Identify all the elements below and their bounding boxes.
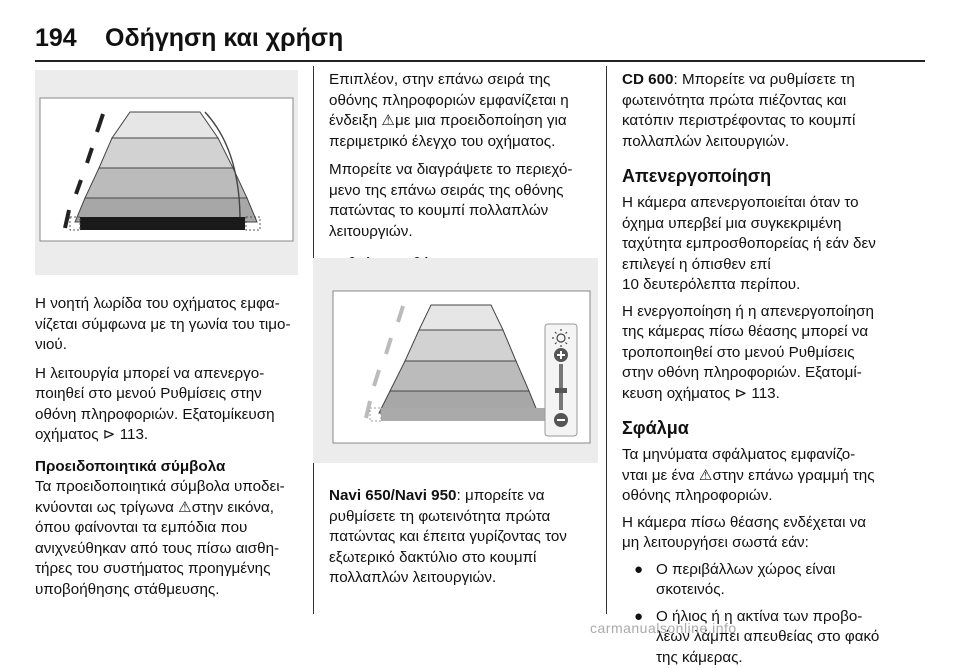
- page-title: Οδήγηση και χρήση: [105, 24, 343, 53]
- brightness-adjust-figure: [313, 258, 598, 463]
- error-heading: Σφάλμα: [622, 417, 932, 439]
- rear-camera-guidelines-figure: [35, 70, 298, 275]
- col3-paragraph-1: CD 600: Μπορείτε να ρυθμίσετε τη φωτεινότητα πρώτα πιέζοντας και κατόπιν περιστρέφοντας το κουμπί πολλαπλών λειτουργιών.: [622, 70, 932, 152]
- col2-paragraph-1: Επιπλέον, στην επάνω σειρά της οθόνης πληροφοριών εμφανίζεται η ένδειξη ⚠με μια προειδοποίηση για περιμετρικό έλεγχο του οχήματος.: [329, 70, 599, 152]
- column-1: [35, 294, 305, 600]
- column-3: [622, 70, 932, 668]
- col1-paragraph-2: Η λειτουργία μπορεί να απενεργο- ποιηθεί στο μενού Ρυθμίσεις στην οθόνη πληροφοριών. Εξατομίκευση οχήματος ⊳ 113.: [35, 364, 305, 446]
- col3-paragraph-2: Η κάμερα απενεργοποιείται όταν το όχημα υπερβεί μια συγκεκριμένη ταχύτητα εμπροσθοπορείας ή εάν δεν επιλεγεί η όπισθεν επί 10 δευτερόλεπτα περίπου.: [622, 193, 932, 296]
- col2-paragraph-2: Μπορείτε να διαγράψετε το περιεχό- μενο της επάνω σειράς της οθόνης πατώντας το κουμπί πολλαπλών λειτουργιών.: [329, 160, 599, 242]
- list-item: ● Ο περιβάλλων χώρος είναι σκοτεινός.: [622, 560, 932, 601]
- bullet-icon: ●: [634, 607, 643, 628]
- column-2-bottom: [329, 486, 599, 589]
- col1-paragraph-1: Η νοητή λωρίδα του οχήματος εμφα- νίζεται σύμφωνα με τη γωνία του τιμο- νιού.: [35, 294, 305, 356]
- col2-paragraph-3: Navi 650/Navi 950: μπορείτε να ρυθμίσετε τη φωτεινότητα πρώτα πατώντας και έπειτα γυρίζοντας τον εξωτερικό δακτύλιο στο κουμπί πολλαπλών λειτουργιών.: [329, 486, 599, 589]
- navi-model-label: Navi 650/Navi 950: [329, 487, 457, 504]
- col1-paragraph-3: Τα προειδοποιητικά σύμβολα υποδει- κνύονται ως τρίγωνα ⚠στην εικόνα, όπου φαίνονται τα εμπόδια που ανιχνεύθηκαν από τους πίσω αισθη- τήρες του συστήματος προηγμένης υποβοήθησης στάθμευσης.: [35, 477, 305, 600]
- list-item: ● Ο ήλιος ή η ακτίνα των προβο- λέων λάμπει απευθείας στο φακό της κάμερας.: [622, 607, 932, 668]
- bullet-icon: ●: [634, 560, 643, 581]
- col3-paragraph-3: Η ενεργοποίηση ή η απενεργοποίηση της κάμερας πίσω θέασης μπορεί να τροποποιηθεί στο μενού Ρυθμίσεις στην οθόνη πληροφοριών. Εξατομί- κευση οχήματος ⊳ 113.: [622, 302, 932, 405]
- watermark: carmanualsonline.info: [590, 620, 737, 636]
- warning-symbols-heading: Προειδοποιητικά σύμβολα: [35, 457, 305, 478]
- rear-camera-guidelines-icon: [35, 70, 298, 275]
- page-header: [0, 0, 960, 58]
- brightness-adjust-screen-icon: [313, 258, 598, 463]
- page-number: 194: [35, 24, 77, 53]
- column-2: [329, 70, 599, 275]
- header-rule: [35, 60, 925, 62]
- column-divider-2: [606, 66, 607, 614]
- deactivation-heading: Απενεργοποίηση: [622, 165, 932, 187]
- cd-model-label: CD 600: [622, 71, 674, 88]
- col3-paragraph-5: Η κάμερα πίσω θέασης ενδέχεται να μη λειτουργήσει σωστά εάν:: [622, 513, 932, 554]
- col3-paragraph-4: Τα μηνύματα σφάλματος εμφανίζο- νται με ένα ⚠στην επάνω γραμμή της οθόνης πληροφοριών.: [622, 445, 932, 507]
